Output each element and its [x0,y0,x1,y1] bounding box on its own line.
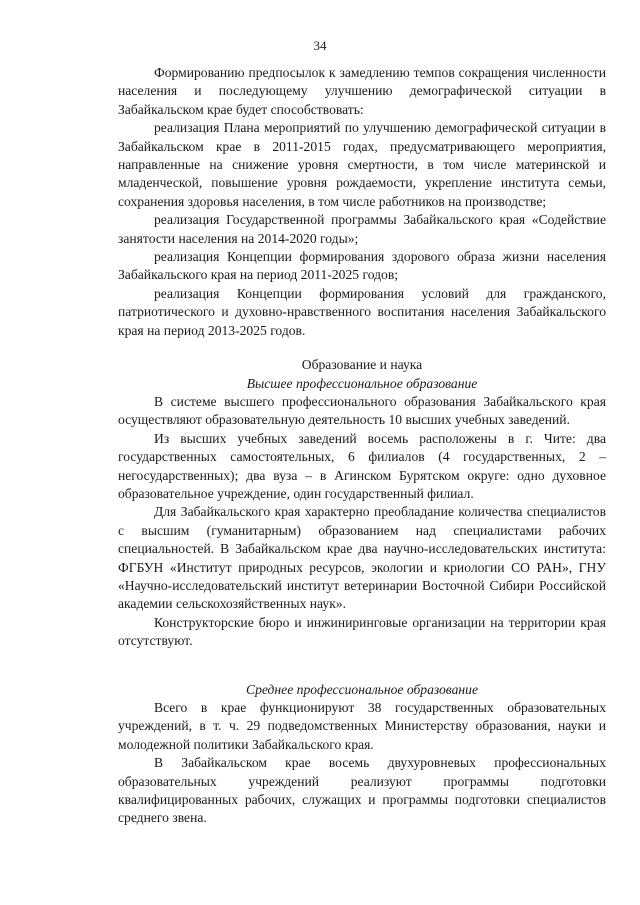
secondary-paragraph-1: Всего в крае функционируют 38 государственных образовательных учреждений, в т. ч. 29 подведомственных Министерству образования, науки и молодежной политики Забайкальского края. [118,700,606,752]
intro-paragraph-1: Формированию предпосылок к замедлению темпов сокращения численности населения и последующему улучшению демографической ситуации в Забайкальском крае будет способствовать: [118,65,606,117]
intro-paragraph-3: реализация Государственной программы Забайкальского края «Содействие занятости населения на 2014-2020 годы»; [118,212,606,246]
higher-paragraph-1: В системе высшего профессионального образования Забайкальского края осуществляют образовательную деятельность 10 высших учебных заведений. [118,393,606,428]
higher-education-section [118,393,606,651]
higher-paragraph-2: Из высших учебных заведений восемь расположены в г. Чите: два государственных самостоятельных, 6 филиалов (4 государственных, 2 – негосударственных); два вуза – в Агинском Бурятском округе: одно духовное образовательное учреждение, один государственный филиал. [118,430,606,501]
page-content [118,64,606,828]
higher-paragraph-4: Конструкторские бюро и инжиниринговые организации на территории края отсутствуют. [118,614,606,649]
higher-paragraph-3: Для Забайкальского края характерно преобладание количества специалистов с высшим (гуманитарным) образованием над специалистами рабочих специальностей. В Забайкальском крае два научно-исследовательских института: ФГБУН «Институт природных ресурсов, экологии и криологии СО РАН», ГНУ «Научно-исследовательский институт ветеринарии Восточной Сибири Российской академии сельскохозяйственных наук». [118,504,606,612]
higher-education-title: Высшее профессиональное образование [246,375,478,391]
intro-paragraph-2: реализация Плана мероприятий по улучшению демографической ситуации в Забайкальском крае в 2011-2015 годах, предусматривающего мероприятия, направленные на снижение уровня смертности, в том числе материнской и младенческой, повышение уровня рождаемости, укрепление института семьи, сохранения здоровья населения, в том числе работников на производстве; [118,120,606,209]
spacer [118,340,606,356]
intro-section [118,64,606,340]
secondary-paragraph-2: В Забайкальском крае восемь двухуровневых профессиональных образовательных учреждений реализуют программы подготовки квалифицированных рабочих, служащих и программы подготовки специалистов среднего звена. [118,755,606,826]
spacer [118,651,606,681]
section-heading: Образование и наука [301,357,423,373]
intro-paragraph-4: реализация Концепции формирования здорового образа жизни населения Забайкальского края на период 2011-2025 годов; [118,249,606,283]
secondary-education-section [118,699,606,828]
intro-paragraph-5: реализация Концепции формирования условий для гражданского, патриотического и духовно-нравственного воспитания населения Забайкальского края на период 2013-2025 годов. [118,285,606,338]
secondary-education-title: Среднее профессиональное образование [246,681,478,697]
page-number: 34 [313,38,327,53]
